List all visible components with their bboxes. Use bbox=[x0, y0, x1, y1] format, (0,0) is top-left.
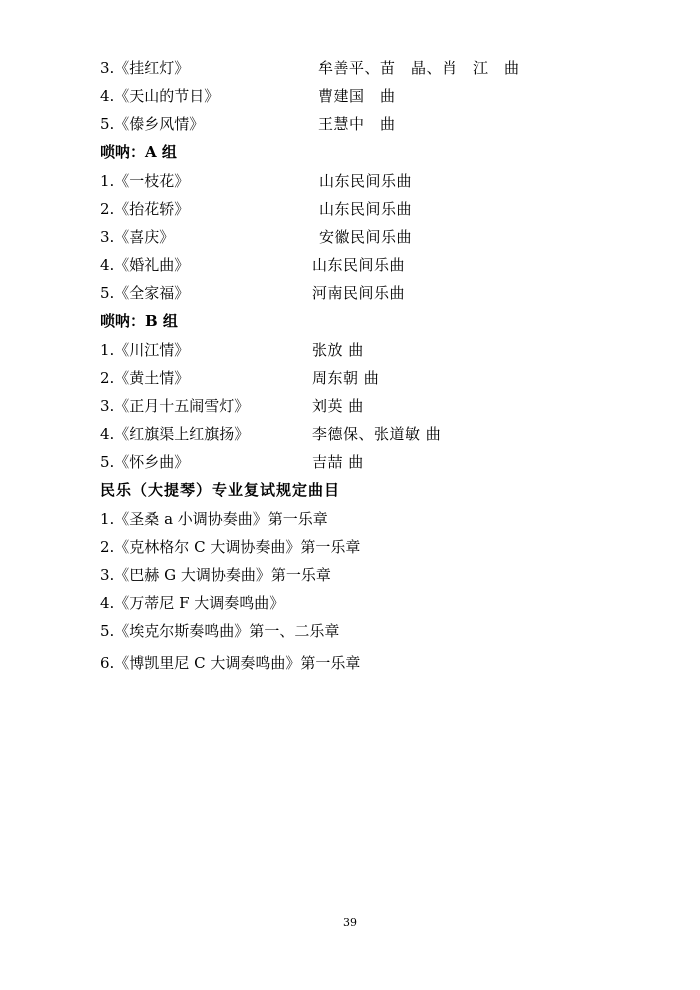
piece-title: 5.《怀乡曲》 bbox=[100, 453, 190, 471]
piece-title: 5.《全家福》 bbox=[100, 284, 190, 302]
list-item: 1.《圣桑 a 小调协奏曲》第一乐章 bbox=[100, 510, 328, 528]
piece-composer: 山东民间乐曲 bbox=[319, 172, 413, 190]
piece-title: 3.《喜庆》 bbox=[100, 228, 175, 246]
page-number: 39 bbox=[343, 916, 357, 929]
list-item: 6.《博凯里尼 C 大调奏鸣曲》第一乐章 bbox=[100, 654, 361, 672]
piece-title: 2.《黄土情》 bbox=[100, 369, 190, 387]
piece-composer: 张放 曲 bbox=[312, 341, 364, 359]
piece-composer: 牟善平、苗 晶、肖 江 曲 bbox=[318, 59, 520, 77]
piece-composer: 河南民间乐曲 bbox=[312, 284, 406, 302]
section-heading: 民乐（大提琴）专业复试规定曲目 bbox=[100, 481, 341, 499]
list-item: 2.《克林格尔 C 大调协奏曲》第一乐章 bbox=[100, 538, 361, 556]
piece-composer: 曹建国 曲 bbox=[318, 87, 396, 105]
piece-composer: 安徽民间乐曲 bbox=[319, 228, 413, 246]
piece-title: 2.《抬花轿》 bbox=[100, 200, 190, 218]
piece-composer: 周东朝 曲 bbox=[312, 369, 380, 387]
piece-title: 1.《川江情》 bbox=[100, 341, 190, 359]
list-item: 5.《埃克尔斯奏鸣曲》第一、二乐章 bbox=[100, 622, 340, 640]
piece-title: 5.《傣乡风情》 bbox=[100, 115, 205, 133]
piece-composer: 刘英 曲 bbox=[312, 397, 364, 415]
piece-composer: 李德保、张道敏 曲 bbox=[312, 425, 442, 443]
piece-title: 3.《挂红灯》 bbox=[100, 59, 190, 77]
list-item: 4.《万蒂尼 F 大调奏鸣曲》 bbox=[100, 594, 285, 612]
section-heading: 唢呐：B 组 bbox=[100, 312, 178, 330]
piece-title: 1.《一枝花》 bbox=[100, 172, 190, 190]
piece-composer: 山东民间乐曲 bbox=[312, 256, 406, 274]
piece-title: 3.《正月十五闹雪灯》 bbox=[100, 397, 250, 415]
piece-title: 4.《婚礼曲》 bbox=[100, 256, 190, 274]
piece-title: 4.《天山的节日》 bbox=[100, 87, 220, 105]
section-heading: 唢呐：A 组 bbox=[100, 143, 177, 161]
piece-composer: 山东民间乐曲 bbox=[319, 200, 413, 218]
piece-composer: 王慧中 曲 bbox=[318, 115, 396, 133]
piece-title: 4.《红旗渠上红旗扬》 bbox=[100, 425, 250, 443]
list-item: 3.《巴赫 G 大调协奏曲》第一乐章 bbox=[100, 566, 331, 584]
piece-composer: 吉喆 曲 bbox=[312, 453, 364, 471]
